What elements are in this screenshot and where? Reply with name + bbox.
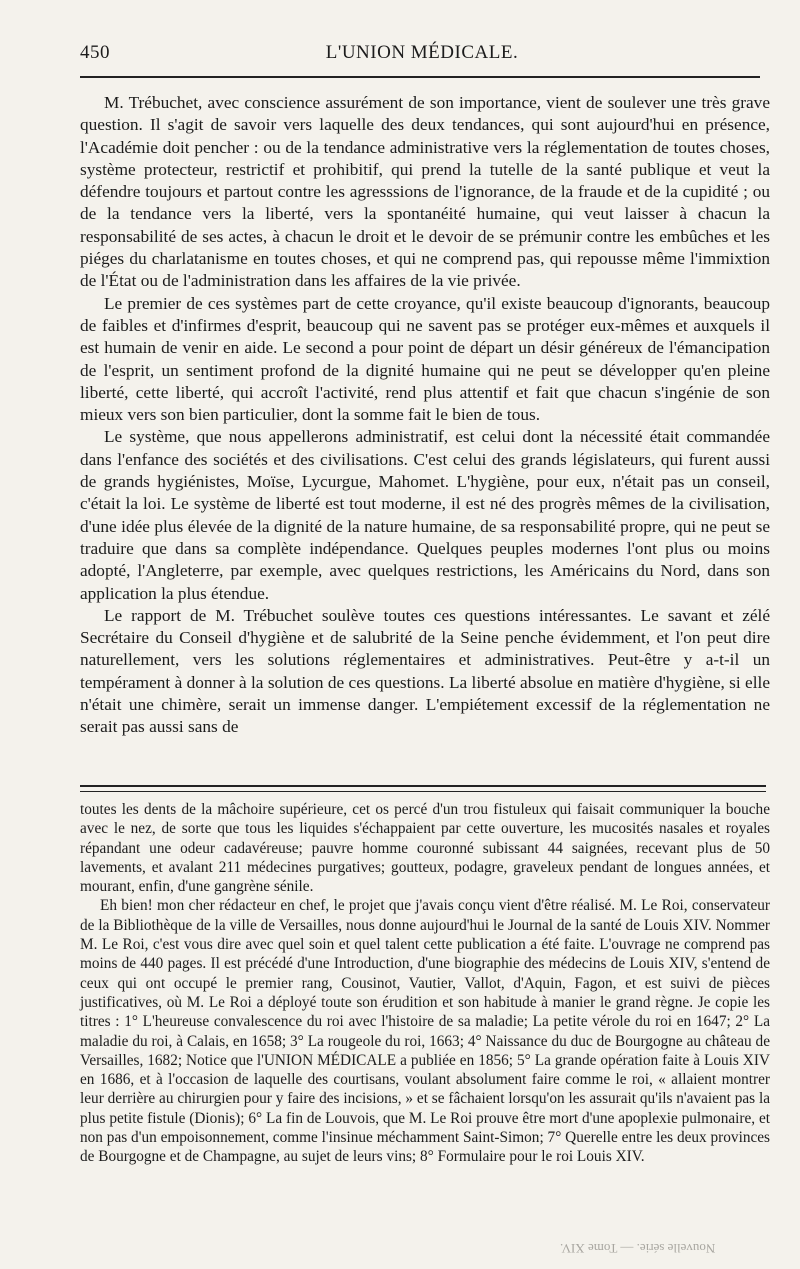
paragraph: Le premier de ces systèmes part de cette croyance, qu'il existe beaucoup d'ignorants, beaucoup de faibles et d'infirmes d'esprit, beaucoup qui ne savent pas se protéger eux-mêmes et auxquels il est humain de venir en aide. Le second a pour point de départ un désir généreux de l'émancipation de l'esprit, un sentiment profond de la dignité humaine qui ne peut se développer qu'en pleine liberté, cette liberté, qui accroît l'activité, rend plus attentif et fait que chacun s'ingénie de son mieux vers son bien particulier, dont la somme fait le bien de tous. (80, 293, 770, 425)
paragraph: M. Trébuchet, avec conscience assurément de son importance, vient de soulever une très grave question. Il s'agit de savoir vers laquelle des deux tendances, qui sont aujourd'hui en présence, l'Académie doit pencher : ou de la tendance administrative vers la réglementation de toutes choses, système protecteur, restrictif et prohibitif, qui prend la tutelle de la santé publique et veut la défendre toujours et partout contre les agresssions de l'ignorance, de la fraude et de la cupidité ; ou de la tendance vers la liberté, vers la spontanéité humaine, qui veut laisser à chacun la responsabilité de ses actes, à chacun le droit et le devoir de se prémunir contre les embûches et les piéges du charlatanisme en toutes choses, et qui ne comprend pas, qui repousse même l'immixtion de l'État ou de l'administration dans les affaires de la vie privée. (80, 93, 770, 291)
page-header (80, 42, 764, 72)
header-rule (80, 76, 760, 78)
bleed-through-footer: Nouvelle série. — Tome XIV. (560, 1241, 716, 1256)
footnote-separator (80, 785, 766, 792)
paragraph: Le système, que nous appellerons administratif, est celui dont la nécessité était commandée dans l'enfance des sociétés et des civilisations. C'est celui des grands législateurs, qui furent aussi de grands hygiénistes, Moïse, Lycurgue, Mahomet. L'hygiène, pour eux, n'était pas un conseil, c'était la loi. Le système de liberté est tout moderne, il est né des progrès mêmes de la civilisation, d'une idée plus élevée de la dignité de la nature humaine, de sa responsabilité propre, qui ne peut se traduire que dans sa complète indépendance. Quelques peuples modernes l'ont plus ou moins adopté, l'Angleterre, par exemple, avec quelques restrictions, les Américains du Nord, dans son application la plus étendue. (80, 427, 770, 603)
footnote-paragraph: toutes les dents de la mâchoire supérieure, cet os percé d'un trou fistuleux qui faisait communiquer la bouche avec le nez, de sorte que tous les liquides s'échappaient par cette ouverture, les mucosités nasales et royales répandant une odeur cadavéreuse; pauvre homme couronné subissant 44 saignées, recevant plus de 50 lavements, et avalant 211 médecines purgatives; goutteux, podagre, graveleux pendant de longues années, et mourant, enfin, d'une gangrène sénile. (80, 801, 770, 896)
page-number: 450 (80, 42, 110, 63)
footnote-paragraph: Eh bien! mon cher rédacteur en chef, le projet que j'avais conçu vient d'être réalisé. M. Le Roi, conservateur de la Bibliothèque de la ville de Versailles, nous donne aujourd'hui le Journal de la santé de Louis XIV. Nommer M. Le Roi, c'est vous dire avec quel soin et quel talent cette publication a été faite. L'ouvrage ne comprend pas moins de 440 pages. Il est précédé d'une Introduction, d'une biographie des médecins de Louis XIV, s'entend de ceux qui ont occupé le premier rang, Cousinot, Vautier, Vallot, d'Aquin, Fagon, et est suivi de pièces justificatives, où M. Le Roi a déployé toute son érudition et son habitude à manier le grand règne. Je copie les titres : 1° L'heureuse convalescence du roi avec l'histoire de sa maladie; La petite vérole du roi en 1647; 2° La maladie du roi, à Calais, en 1658; 3° La rougeole du roi, 1663; 4° Naissance du duc de Bourgogne au château de Versailles, 1682; Notice que l'UNION MÉDICALE a publiée en 1856; 5° La grande opération faite à Louis XIV en 1686, et à l'occasion de laquelle des courtisans, voulant absolument faire comme le roi, « allaient montrer leur derrière au chirurgien pour y faire des incisions, » et se fâchaient lorsqu'on les assurait qu'ils n'avaient pas la plus petite fistule (Dionis); 6° La fin de Louvois, que M. Le Roi prouve être mort d'une apoplexie pulmonaire, et non pas d'un empoisonnement, comme l'insinue méchamment Saint-Simon; 7° Querelle entre les deux provinces de Bourgogne et de Champagne, au sujet de leurs vins; 8° Formulaire pour le roi Louis XIV. (80, 897, 770, 1166)
main-text (80, 92, 770, 739)
paragraph: Le rapport de M. Trébuchet soulève toutes ces questions intéressantes. Le savant et zélé Secrétaire du Conseil d'hygiène et de salubrité de la Seine penche évidemment, et l'on peut dire naturellement, vers les solutions réglementaires et administratives. Peut-être y a-t-il un tempérament à donner à la solution de ces questions. La liberté absolue en matière d'hygiène, si elle n'était une chimère, serait un immense danger. L'empiétement excessif de la réglementation ne serait pas aussi sans de (80, 605, 770, 737)
footnote-text (80, 800, 770, 1167)
running-title: L'UNION MÉDICALE. (325, 42, 519, 63)
